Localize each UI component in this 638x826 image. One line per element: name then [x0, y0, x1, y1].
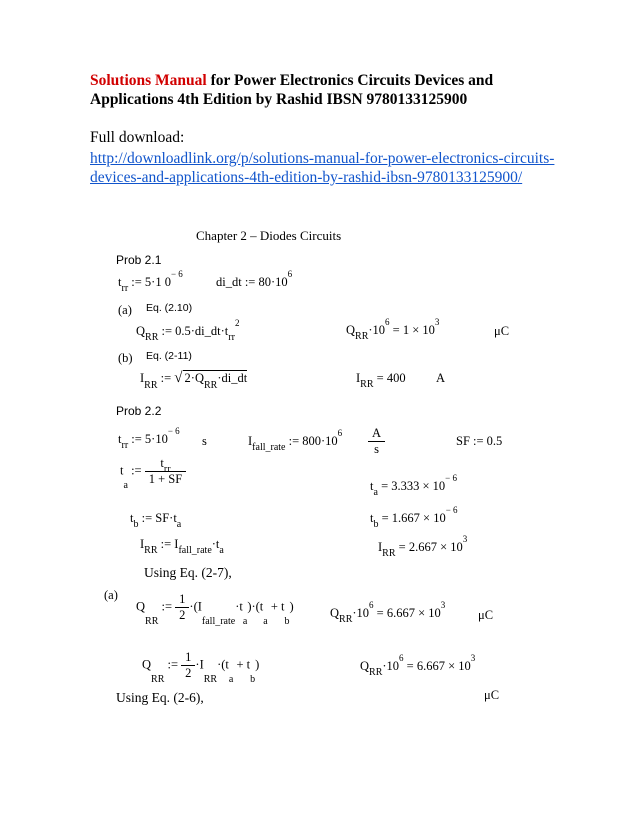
- prob-2-1-a-label: (a): [118, 303, 132, 317]
- prob-2-1-a-eq: Eq. (2.10): [146, 302, 193, 314]
- using-eq-2-6: Using Eq. (2-6),: [116, 690, 204, 705]
- prob-2-1-irr-def: $I_{RR}$ := √ $2\cdot Q_{RR}\cdot di\_dt$: [140, 370, 248, 391]
- download-link[interactable]: http://downloadlink.org/p/solutions-manual-for-power-electronics-circuits-devices-and-applications-4th-edition-by-rashid-ibsn-9780133125900/: [90, 150, 555, 186]
- prob-2-2-tb-def: $t_b$ := $SF\cdot t_a$: [130, 511, 182, 530]
- prob-2-2-ta-result: $t_a = 3.333 \times 10^{- 6}$: [370, 473, 457, 498]
- prob-2-1-qrr-def: $Q_{RR}$ := $0.5\cdot di\_dt\cdot t_{rr}^2$: [136, 318, 240, 343]
- prob-2-2-irr-def: $I_{RR}$ := $I_{fall\_rate}\cdot t_a$: [140, 537, 224, 556]
- chapter-title: Chapter 2 – Diodes Circuits: [196, 228, 342, 243]
- prob-2-1-irr-result: $I_{RR} = 400$: [356, 371, 406, 390]
- prob-2-2-a-label: (a): [104, 588, 118, 602]
- prob-2-2-qrr-eq2: $Q_{RR}$ := $\frac{1}{2}$ $\cdot I_{RR}\cdot(t_a + t_b)$: [142, 650, 260, 685]
- prob-2-2-tb-result: $t_b = 1.667 \times 10^{- 6}$: [370, 505, 458, 530]
- prob-2-1-didt-def: di_dt := $80\cdot 10^6$: [216, 269, 293, 289]
- full-download-label: Full download:: [90, 129, 185, 146]
- header-red-title: Solutions Manual: [90, 72, 207, 89]
- using-eq-2-7: Using Eq. (2-7),: [144, 565, 232, 580]
- prob-2-2-unit-s: s: [202, 434, 207, 448]
- document-header: [90, 71, 560, 109]
- prob-2-2-title: Prob 2.2: [116, 404, 162, 418]
- prob-2-1-unit-uc: μC: [494, 324, 510, 338]
- prob-2-1-unit-a: A: [436, 371, 446, 385]
- prob-2-1-trr-def: $t_{rr}$ := 5·1 $0^{- 6}$: [118, 269, 183, 294]
- prob-2-1-qrr-result: $Q_{RR}\cdot 10^6 = 1 \times 10^3$: [346, 317, 440, 342]
- prob-2-1-title: Prob 2.1: [116, 253, 162, 267]
- prob-2-2-irr-result: $I_{RR} = 2.667 \times 10^3$: [378, 534, 468, 559]
- prob-2-2-sf-def: SF := 0.5: [456, 434, 503, 448]
- header-title-rest: for Power Electronics Circuits Devices and Applications 4th Edition by Rashid IBSN 9780133125900: [90, 72, 494, 108]
- prob-2-2-trr-def: $t_{rr}$ := $5\cdot 10^{- 6}$: [118, 426, 180, 451]
- prob-2-2-ta-def: $t_a$ := $\frac{t_{rr}}{1 + SF}$: [120, 456, 186, 487]
- prob-2-2-unit-uc-1: μC: [478, 608, 494, 622]
- prob-2-1-b-label: (b): [118, 351, 133, 365]
- prob-2-2-qrr-result-1: $Q_{RR}\cdot 10^6 = 6.667 \times 10^3$: [330, 600, 446, 625]
- prob-2-2-unit-uc-2: μC: [484, 688, 500, 702]
- prob-2-2-qrr-eq1: $Q_{RR}$ := $\frac{1}{2}$ $\cdot(I_{fall\_rate}\cdot t_a)\cdot(t_a + t_b)$: [136, 592, 294, 627]
- prob-2-2-qrr-result-2: $Q_{RR}\cdot 10^6 = 6.667 \times 10^3$: [360, 653, 476, 678]
- prob-2-2-ifall-def: $I_{fall\_rate}$ := $800\cdot 10^6$: [248, 428, 343, 453]
- prob-2-1-b-eq: Eq. (2-11): [146, 350, 192, 362]
- prob-2-2-unit-a-per-s: $\frac{A}{s}$: [368, 426, 385, 457]
